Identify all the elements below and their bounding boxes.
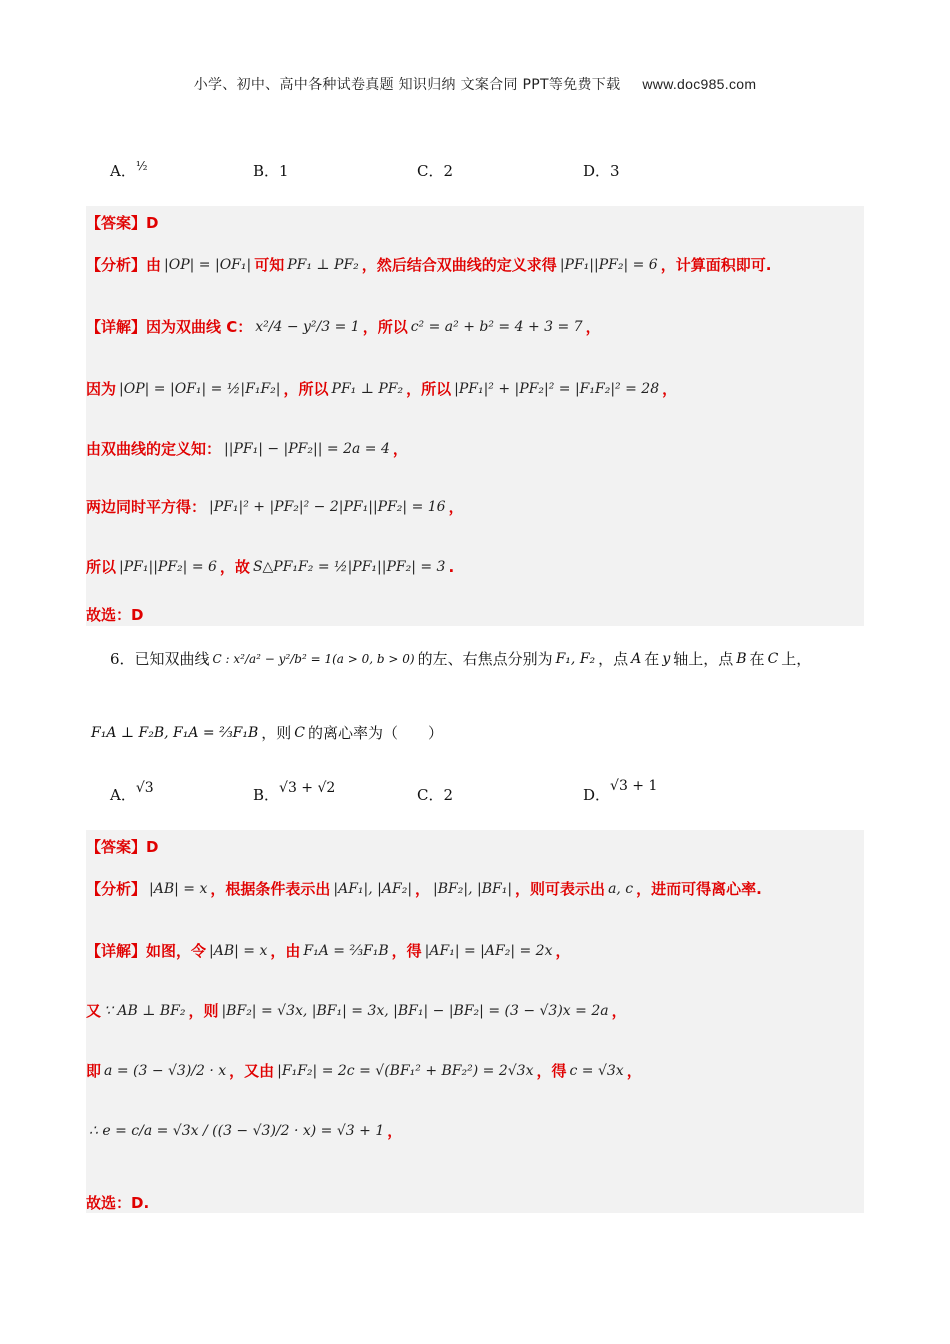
- q5-detail-4: 两边同时平方得： |PF₁|² + |PF₂|² − 2|PF₁||PF₂| = 16 ，: [86, 498, 464, 516]
- q6-option-d: D．√3 + 1: [583, 778, 658, 804]
- q6-stem-line-2: F₁A ⊥ F₂B, F₁A = ⅔F₁B ，则 C 的离心率为（ ）: [91, 724, 444, 742]
- q5-option-d: D．3: [583, 162, 620, 180]
- q5-options: [110, 160, 870, 190]
- q6-option-a: A．√3: [110, 780, 154, 804]
- q6-stem-line-1: 6．已知双曲线 C : x²/a² − y²/b² = 1(a > 0, b > 0) 的左、右焦点分别为 F₁, F₂ ，点 A 在 y 轴上，点 B 在 C 上，: [110, 650, 812, 668]
- q5-detail-5: 所以 |PF₁||PF₂| = 6 ，故 S△PF₁F₂ = ½|PF₁||PF₂| = 3 .: [86, 557, 455, 576]
- q6-option-b: B．√3 + √2: [253, 780, 336, 804]
- q5-option-c: C．2: [417, 162, 454, 180]
- q6-detail-4: ∴ e = c/a = √3x / ((3 − √3)/2 · x) = √3 + 1 ，: [89, 1122, 403, 1140]
- q5-conclusion: 故选：D: [86, 606, 144, 624]
- q5-detail-1: 【详解】因为双曲线 C： x²/4 − y²/3 = 1 ，所以 c² = a² + b² = 4 + 3 = 7 ，: [86, 318, 601, 336]
- q5-solution-box: [86, 206, 864, 626]
- q5-answer: 【答案】D: [86, 214, 159, 232]
- q5-detail-3: 由双曲线的定义知： ||PF₁| − |PF₂|| = 2a = 4 ，: [86, 440, 408, 458]
- page-header: [0, 74, 950, 94]
- q6-option-c: C．2: [417, 786, 454, 804]
- q6-solution-box: [86, 830, 864, 1213]
- q6-conclusion: 故选：D.: [86, 1194, 150, 1212]
- q5-option-b: B．1: [253, 162, 289, 180]
- q6-detail-2: 又 ∵ AB ⊥ BF₂ ，则 |BF₂| = √3x, |BF₁| = 3x, |BF₁| − |BF₂| = (3 − √3)x = 2a ，: [86, 1002, 627, 1020]
- q6-detail-3: 即 a = (3 − √3)/2 · x ，又由 |F₁F₂| = 2c = √(BF₁² + BF₂²) = 2√3x ，得 c = √3x ，: [86, 1062, 642, 1080]
- q5-option-a: A．½: [110, 159, 148, 180]
- q5-analysis: 【分析】由 |OP| = |OF₁| 可知 PF₁ ⊥ PF₂ ，然后结合双曲线的定义求得 |PF₁||PF₂| = 6 ，计算面积即可.: [86, 256, 772, 274]
- header-url: www.doc985.com: [642, 76, 757, 92]
- q6-answer: 【答案】D: [86, 838, 159, 856]
- q6-detail-1: 【详解】如图，令 |AB| = x ，由 F₁A = ⅔F₁B ，得 |AF₁| = |AF₂| = 2x ，: [86, 942, 571, 960]
- header-text: 小学、初中、高中各种试卷真题 知识归纳 文案合同 PPT等免费下载: [193, 77, 621, 93]
- q6-options: [110, 778, 870, 814]
- q6-analysis: 【分析】 |AB| = x ，根据条件表示出 |AF₁|, |AF₂| ， |BF₂|, |BF₁| ，则可表示出 a, c ，进而可得离心率.: [86, 880, 762, 898]
- q5-detail-2: 因为 |OP| = |OF₁| = ½|F₁F₂| ，所以 PF₁ ⊥ PF₂ ，所以 |PF₁|² + |PF₂|² = |F₁F₂|² = 28 ，: [86, 380, 678, 398]
